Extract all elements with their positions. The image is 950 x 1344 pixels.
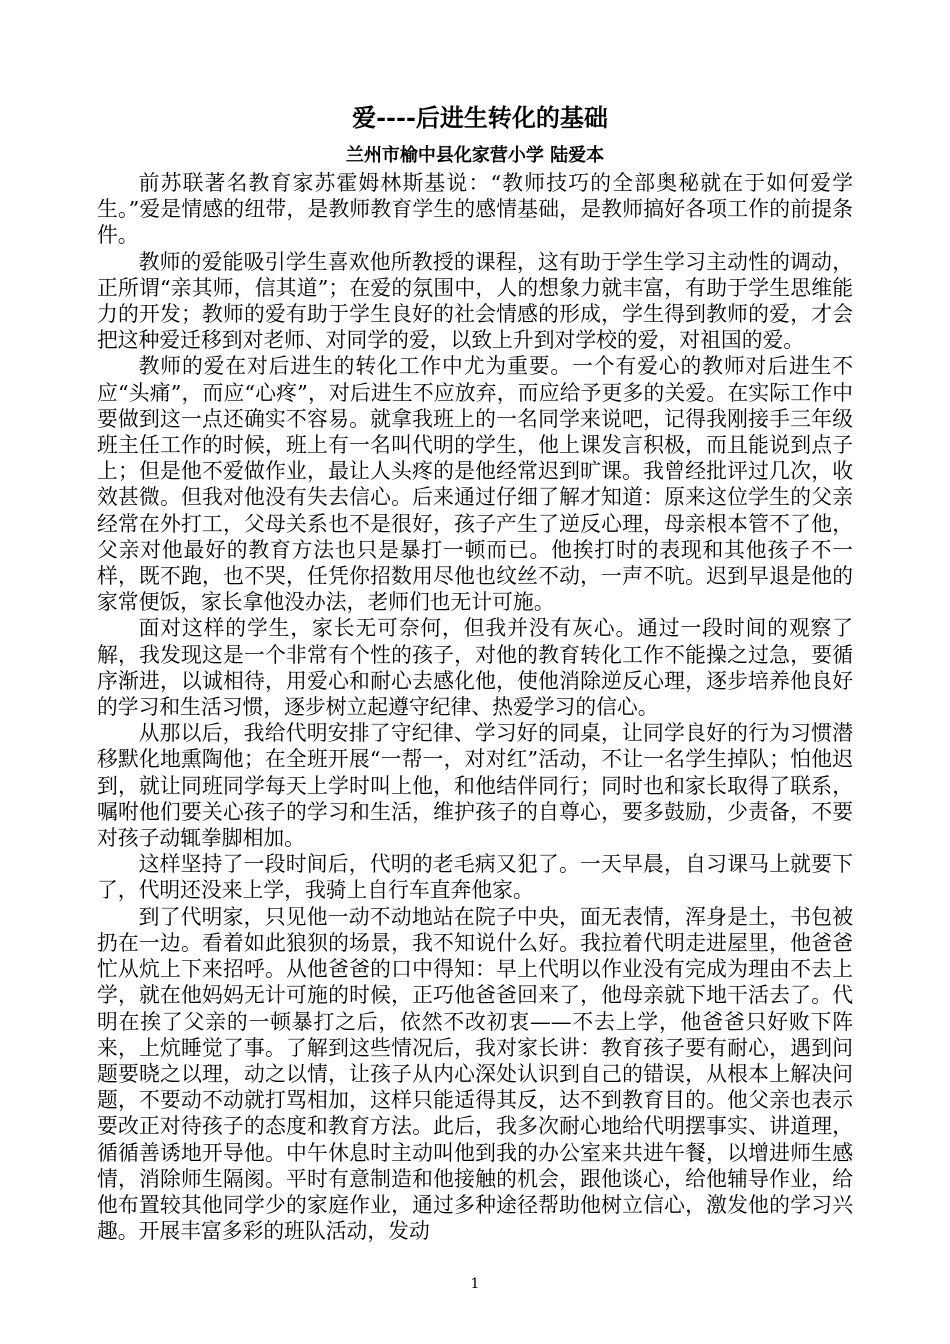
paragraph: 这样坚持了一段时间后，代明的老毛病又犯了。一天早晨，自习课马上就要下了，代明还没来上学，我骑上自行车直奔他家。 <box>97 852 853 903</box>
paragraph: 教师的爱在对后进生的转化工作中尤为重要。一个有爱心的教师对后进生不应“头痛”，而应“心疼”，对后进生不应放弃，而应给予更多的关爱。在实际工作中要做到这一点还确实不容易。就拿我班上的一名同学来说吧，记得我刚接手三年级班主任工作的时候，班上有一名叫代明的学生，他上课发言积极，而且能说到点子上；但是他不爱做作业，最让人头疼的是他经常迟到旷课。我曾经批评过几次，收效甚微。但我对他没有失去信心。后来通过仔细了解才知道：原来这位学生的父亲经常在外打工，父母关系也不是很好，孩子产生了逆反心理，母亲根本管不了他，父亲对他最好的教育方法也只是暴打一顿而已。他挨打时的表现和其他孩子不一样，既不跑，也不哭，任凭你招数用尽他也纹丝不动，一声不吭。迟到早退是他的家常便饭，家长拿他没办法，老师们也无计可施。 <box>97 354 853 615</box>
paragraph: 教师的爱能吸引学生喜欢他所教授的课程，这有助于学生学习主动性的调动，正所谓“亲其师，信其道”；在爱的氛围中，人的想象力就丰富，有助于学生思维能力的开发；教师的爱有助于学生良好的社会情感的形成，学生得到教师的爱，才会把这种爱迁移到对老师、对同学的爱，以致上升到对学校的爱，对祖国的爱。 <box>97 249 853 353</box>
paragraph: 面对这样的学生，家长无可奈何，但我并没有灰心。通过一段时间的观察了解，我发现这是一个非常有个性的孩子，对他的教育转化工作不能操之过急，要循序渐进，以诚相待，用爱心和耐心去感化他，使他消除逆反心理，逐步培养他良好的学习和生活习惯，逐步树立起遵守纪律、热爱学习的信心。 <box>97 616 853 720</box>
document-page <box>97 100 853 1244</box>
paragraph: 从那以后，我给代明安排了守纪律、学习好的同桌，让同学良好的行为习惯潜移默化地熏陶他；在全班开展“一帮一，对对红”活动，不让一名学生掉队；怕他迟到，就让同班同学每天上学时叫上他，和他结伴同行；同时也和家长取得了联系，嘱咐他们要关心孩子的学习和生活，维护孩子的自尊心，要多鼓励，少责备，不要对孩子动辄拳脚相加。 <box>97 721 853 851</box>
document-author: 兰州市榆中县化家营小学 陆爱本 <box>345 145 605 166</box>
page-number: 1 <box>470 1276 480 1292</box>
paragraph: 前苏联著名教育家苏霍姆林斯基说：“教师技巧的全部奥秘就在于如何爱学生。”爱是情感的纽带，是教师教育学生的感情基础，是教师搞好各项工作的前提条件。 <box>97 171 853 248</box>
document-title: 爱----后进生转化的基础 <box>352 103 608 132</box>
paragraph: 到了代明家，只见他一动不动地站在院子中央，面无表情，浑身是土，书包被扔在一边。看着如此狼狈的场景，我不知说什么好。我拉着代明走进屋里，他爸爸忙从炕上下来招呼。从他爸爸的口中得知：早上代明以作业没有完成为理由不去上学，就在他妈妈无计可施的时候，正巧他爸爸回来了，他母亲就下地干活去了。代明在挨了父亲的一顿暴打之后，依然不改初衷——不去上学，他爸爸只好败下阵来，上炕睡觉了事。了解到这些情况后，我对家长讲：教育孩子要有耐心，遇到问题要晓之以理，动之以情，让孩子从内心深处认识到自己的错误，从根本上解决问题，不要动不动就打骂相加，这样只能适得其反，达不到教育目的。他父亲也表示要改正对待孩子的态度和教育方法。此后，我多次耐心地给代明摆事实、讲道理，循循善诱地开导他。中午休息时主动叫他到我的办公室来共进午餐，以增进师生感情，消除师生隔阂。平时有意制造和他接触的机会，跟他谈心，给他辅导作业，给他布置较其他同学少的家庭作业，通过多种途径帮助他树立信心，激发他的学习兴趣。开展丰富多彩的班队活动，发动 <box>97 904 853 1244</box>
